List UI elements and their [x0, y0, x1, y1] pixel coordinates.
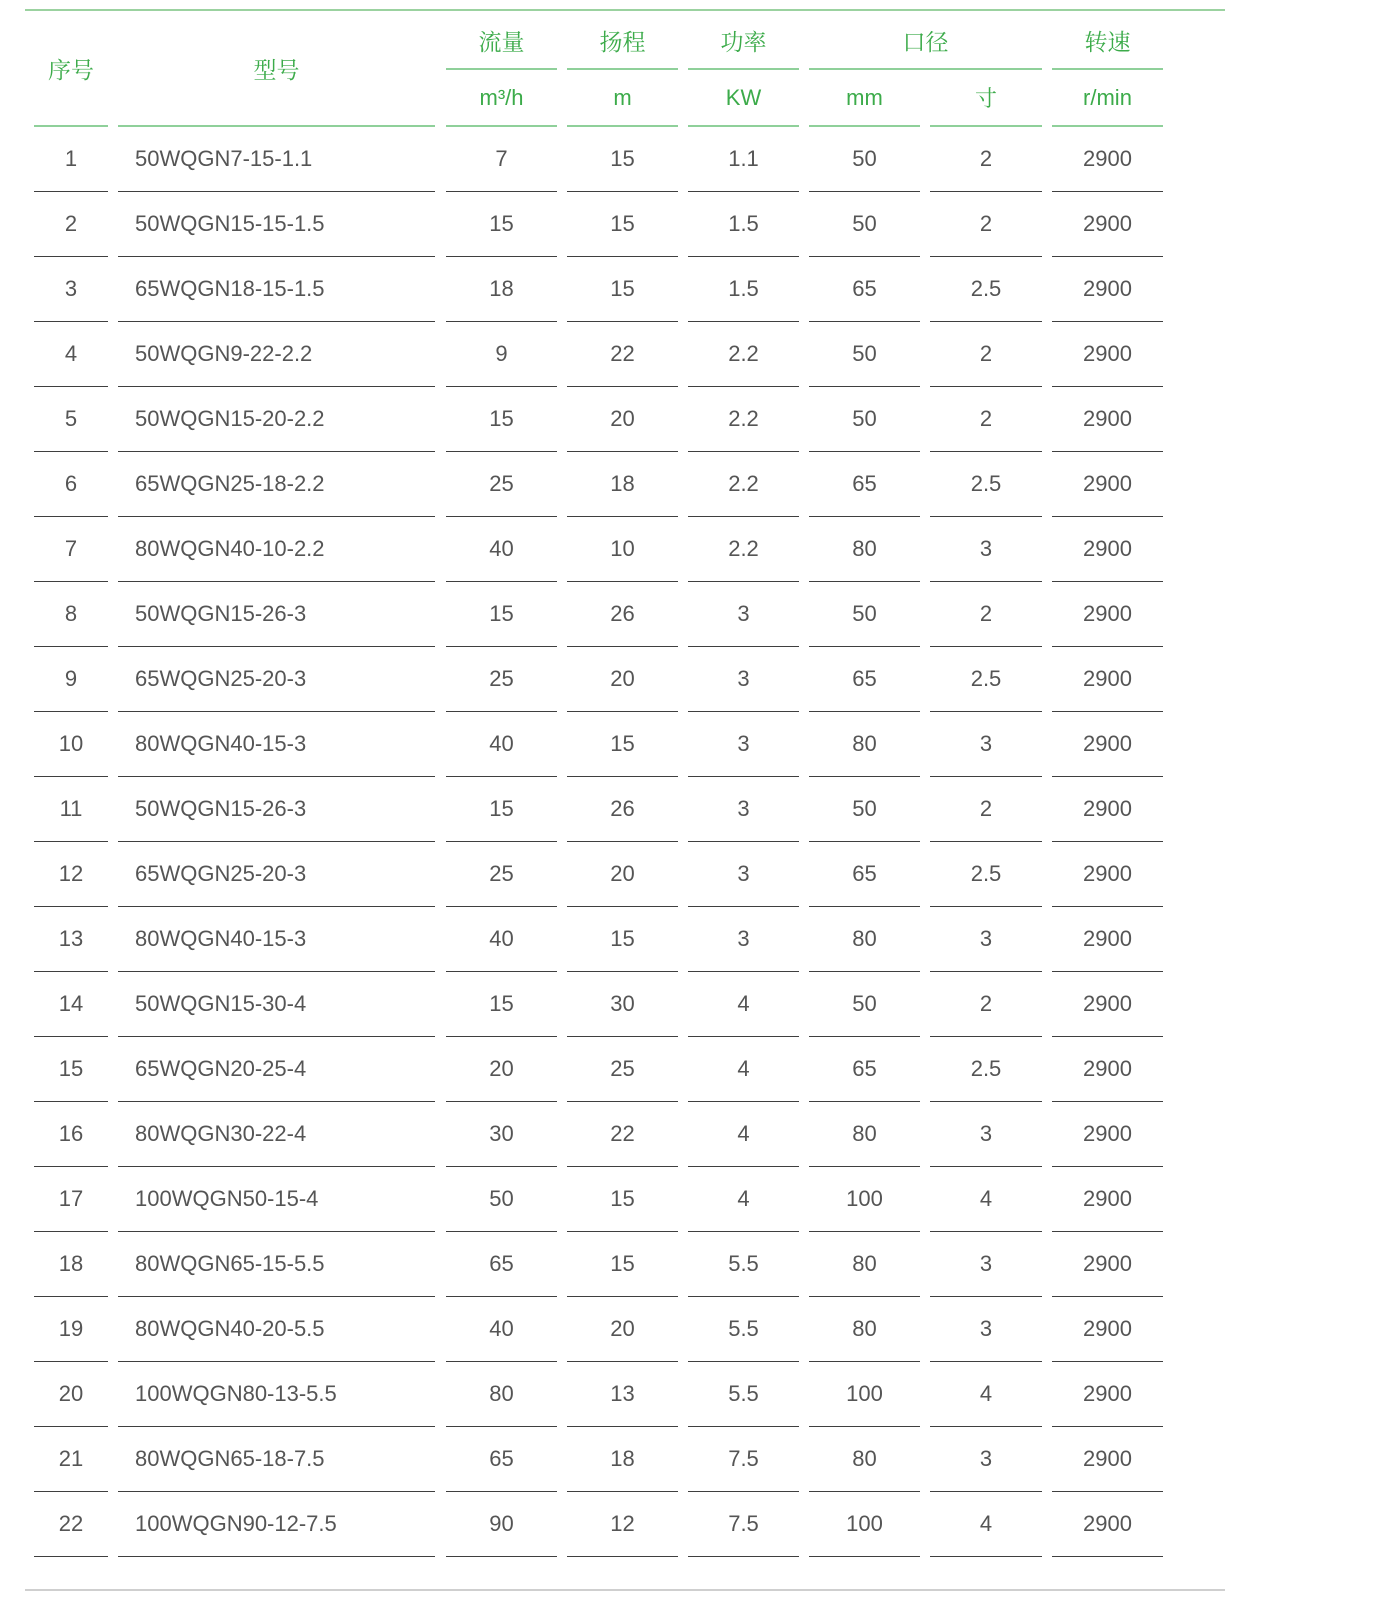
- cell-bore-mm: 80: [809, 1102, 920, 1167]
- cell-model: 50WQGN15-30-4: [118, 972, 435, 1037]
- cell-bore-inch: 2: [930, 192, 1042, 257]
- cell-power: 3: [688, 777, 799, 842]
- cell-bore-inch: 2: [930, 777, 1042, 842]
- cell-index: 6: [34, 452, 108, 517]
- cell-power: 2.2: [688, 517, 799, 582]
- cell-index: 16: [34, 1102, 108, 1167]
- cell-index: 19: [34, 1297, 108, 1362]
- cell-bore-mm: 65: [809, 842, 920, 907]
- unit-bore-inch: 寸: [930, 70, 1042, 127]
- cell-bore-inch: 4: [930, 1167, 1042, 1232]
- cell-bore-mm: 50: [809, 582, 920, 647]
- cell-power: 7.5: [688, 1492, 799, 1557]
- cell-speed: 2900: [1052, 322, 1163, 387]
- cell-index: 17: [34, 1167, 108, 1232]
- cell-bore-inch: 2.5: [930, 1037, 1042, 1102]
- cell-index: 2: [34, 192, 108, 257]
- cell-model: 50WQGN7-15-1.1: [118, 127, 435, 192]
- cell-head: 18: [567, 1427, 678, 1492]
- cell-index: 9: [34, 647, 108, 712]
- cell-index: 7: [34, 517, 108, 582]
- header-model: 型号: [118, 12, 435, 127]
- cell-bore-inch: 3: [930, 907, 1042, 972]
- cell-power: 2.2: [688, 387, 799, 452]
- cell-power: 5.5: [688, 1232, 799, 1297]
- cell-head: 15: [567, 1232, 678, 1297]
- cell-speed: 2900: [1052, 582, 1163, 647]
- cell-index: 5: [34, 387, 108, 452]
- cell-model: 50WQGN9-22-2.2: [118, 322, 435, 387]
- cell-bore-mm: 100: [809, 1167, 920, 1232]
- cell-index: 10: [34, 712, 108, 777]
- cell-speed: 2900: [1052, 842, 1163, 907]
- cell-flow: 65: [446, 1232, 557, 1297]
- cell-bore-mm: 80: [809, 712, 920, 777]
- cell-power: 4: [688, 1037, 799, 1102]
- cell-bore-inch: 2: [930, 127, 1042, 192]
- cell-model: 80WQGN40-10-2.2: [118, 517, 435, 582]
- cell-flow: 20: [446, 1037, 557, 1102]
- cell-index: 18: [34, 1232, 108, 1297]
- cell-bore-inch: 3: [930, 1232, 1042, 1297]
- cell-flow: 90: [446, 1492, 557, 1557]
- cell-index: 8: [34, 582, 108, 647]
- cell-power: 4: [688, 972, 799, 1037]
- cell-model: 80WQGN65-18-7.5: [118, 1427, 435, 1492]
- cell-head: 20: [567, 387, 678, 452]
- unit-flow: m³/h: [446, 70, 557, 127]
- cell-flow: 15: [446, 777, 557, 842]
- cell-speed: 2900: [1052, 1362, 1163, 1427]
- cell-bore-inch: 2.5: [930, 452, 1042, 517]
- cell-index: 13: [34, 907, 108, 972]
- cell-power: 7.5: [688, 1427, 799, 1492]
- unit-head: m: [567, 70, 678, 127]
- cell-power: 3: [688, 842, 799, 907]
- cell-flow: 15: [446, 192, 557, 257]
- cell-speed: 2900: [1052, 127, 1163, 192]
- cell-flow: 50: [446, 1167, 557, 1232]
- cell-bore-inch: 3: [930, 1102, 1042, 1167]
- cell-model: 65WQGN18-15-1.5: [118, 257, 435, 322]
- cell-power: 3: [688, 647, 799, 712]
- cell-speed: 2900: [1052, 712, 1163, 777]
- cell-head: 22: [567, 322, 678, 387]
- cell-flow: 40: [446, 907, 557, 972]
- cell-flow: 40: [446, 712, 557, 777]
- cell-flow: 40: [446, 517, 557, 582]
- cell-flow: 7: [446, 127, 557, 192]
- cell-flow: 9: [446, 322, 557, 387]
- header-bore: 口径: [809, 12, 1042, 70]
- unit-bore-mm: mm: [809, 70, 920, 127]
- cell-bore-mm: 50: [809, 972, 920, 1037]
- cell-model: 65WQGN25-20-3: [118, 647, 435, 712]
- cell-bore-inch: 2.5: [930, 842, 1042, 907]
- cell-flow: 80: [446, 1362, 557, 1427]
- cell-power: 5.5: [688, 1362, 799, 1427]
- cell-head: 15: [567, 127, 678, 192]
- cell-model: 50WQGN15-26-3: [118, 582, 435, 647]
- cell-speed: 2900: [1052, 387, 1163, 452]
- unit-speed: r/min: [1052, 70, 1163, 127]
- cell-speed: 2900: [1052, 907, 1163, 972]
- cell-power: 3: [688, 582, 799, 647]
- cell-bore-inch: 4: [930, 1362, 1042, 1427]
- cell-power: 4: [688, 1102, 799, 1167]
- cell-power: 1.5: [688, 192, 799, 257]
- header-head: 扬程: [567, 12, 678, 70]
- cell-model: 50WQGN15-15-1.5: [118, 192, 435, 257]
- cell-head: 13: [567, 1362, 678, 1427]
- cell-model: 65WQGN20-25-4: [118, 1037, 435, 1102]
- cell-bore-inch: 2: [930, 387, 1042, 452]
- cell-flow: 25: [446, 452, 557, 517]
- cell-speed: 2900: [1052, 452, 1163, 517]
- table-top-rule: [25, 9, 1225, 11]
- cell-power: 1.1: [688, 127, 799, 192]
- cell-index: 14: [34, 972, 108, 1037]
- cell-head: 15: [567, 907, 678, 972]
- cell-speed: 2900: [1052, 257, 1163, 322]
- cell-bore-mm: 80: [809, 907, 920, 972]
- cell-head: 22: [567, 1102, 678, 1167]
- cell-bore-mm: 65: [809, 452, 920, 517]
- cell-flow: 40: [446, 1297, 557, 1362]
- cell-speed: 2900: [1052, 647, 1163, 712]
- cell-model: 100WQGN80-13-5.5: [118, 1362, 435, 1427]
- header-power: 功率: [688, 12, 799, 70]
- cell-power: 1.5: [688, 257, 799, 322]
- cell-power: 3: [688, 712, 799, 777]
- cell-bore-mm: 65: [809, 257, 920, 322]
- header-flow: 流量: [446, 12, 557, 70]
- table-bottom-rule: [25, 1589, 1225, 1591]
- cell-index: 20: [34, 1362, 108, 1427]
- cell-speed: 2900: [1052, 1037, 1163, 1102]
- cell-bore-inch: 3: [930, 517, 1042, 582]
- cell-head: 15: [567, 712, 678, 777]
- cell-bore-mm: 100: [809, 1362, 920, 1427]
- cell-model: 80WQGN65-15-5.5: [118, 1232, 435, 1297]
- cell-head: 15: [567, 1167, 678, 1232]
- header-speed: 转速: [1052, 12, 1163, 70]
- cell-index: 12: [34, 842, 108, 907]
- cell-head: 18: [567, 452, 678, 517]
- cell-head: 20: [567, 647, 678, 712]
- cell-head: 25: [567, 1037, 678, 1102]
- cell-speed: 2900: [1052, 1102, 1163, 1167]
- cell-speed: 2900: [1052, 1167, 1163, 1232]
- cell-bore-mm: 80: [809, 1232, 920, 1297]
- cell-speed: 2900: [1052, 1232, 1163, 1297]
- cell-speed: 2900: [1052, 1297, 1163, 1362]
- cell-power: 2.2: [688, 322, 799, 387]
- cell-power: 2.2: [688, 452, 799, 517]
- cell-flow: 15: [446, 972, 557, 1037]
- cell-head: 12: [567, 1492, 678, 1557]
- cell-index: 4: [34, 322, 108, 387]
- cell-speed: 2900: [1052, 517, 1163, 582]
- cell-head: 10: [567, 517, 678, 582]
- cell-head: 26: [567, 777, 678, 842]
- cell-model: 100WQGN90-12-7.5: [118, 1492, 435, 1557]
- cell-bore-inch: 2.5: [930, 257, 1042, 322]
- cell-bore-mm: 50: [809, 777, 920, 842]
- cell-index: 22: [34, 1492, 108, 1557]
- cell-model: 100WQGN50-15-4: [118, 1167, 435, 1232]
- cell-bore-inch: 3: [930, 1297, 1042, 1362]
- cell-index: 3: [34, 257, 108, 322]
- cell-bore-mm: 80: [809, 1297, 920, 1362]
- cell-model: 65WQGN25-18-2.2: [118, 452, 435, 517]
- header-index: 序号: [34, 12, 108, 127]
- cell-index: 1: [34, 127, 108, 192]
- cell-model: 80WQGN40-20-5.5: [118, 1297, 435, 1362]
- cell-bore-inch: 3: [930, 712, 1042, 777]
- cell-bore-mm: 50: [809, 192, 920, 257]
- cell-flow: 18: [446, 257, 557, 322]
- cell-head: 30: [567, 972, 678, 1037]
- cell-speed: 2900: [1052, 1427, 1163, 1492]
- cell-speed: 2900: [1052, 1492, 1163, 1557]
- cell-head: 20: [567, 842, 678, 907]
- cell-power: 4: [688, 1167, 799, 1232]
- cell-flow: 15: [446, 387, 557, 452]
- cell-model: 50WQGN15-26-3: [118, 777, 435, 842]
- cell-head: 15: [567, 192, 678, 257]
- cell-bore-inch: 3: [930, 1427, 1042, 1492]
- cell-bore-mm: 80: [809, 517, 920, 582]
- cell-model: 65WQGN25-20-3: [118, 842, 435, 907]
- cell-index: 21: [34, 1427, 108, 1492]
- cell-bore-mm: 50: [809, 322, 920, 387]
- cell-bore-inch: 4: [930, 1492, 1042, 1557]
- cell-bore-inch: 2.5: [930, 647, 1042, 712]
- cell-head: 15: [567, 257, 678, 322]
- cell-bore-mm: 80: [809, 1427, 920, 1492]
- cell-index: 11: [34, 777, 108, 842]
- cell-power: 5.5: [688, 1297, 799, 1362]
- cell-model: 80WQGN40-15-3: [118, 712, 435, 777]
- cell-bore-mm: 65: [809, 1037, 920, 1102]
- cell-bore-mm: 65: [809, 647, 920, 712]
- cell-flow: 65: [446, 1427, 557, 1492]
- cell-power: 3: [688, 907, 799, 972]
- cell-speed: 2900: [1052, 777, 1163, 842]
- cell-flow: 25: [446, 842, 557, 907]
- cell-model: 80WQGN30-22-4: [118, 1102, 435, 1167]
- cell-model: 80WQGN40-15-3: [118, 907, 435, 972]
- cell-flow: 15: [446, 582, 557, 647]
- cell-bore-inch: 2: [930, 322, 1042, 387]
- cell-bore-inch: 2: [930, 582, 1042, 647]
- cell-head: 26: [567, 582, 678, 647]
- cell-model: 50WQGN15-20-2.2: [118, 387, 435, 452]
- cell-bore-mm: 100: [809, 1492, 920, 1557]
- unit-power: KW: [688, 70, 799, 127]
- cell-bore-inch: 2: [930, 972, 1042, 1037]
- cell-index: 15: [34, 1037, 108, 1102]
- cell-flow: 30: [446, 1102, 557, 1167]
- cell-bore-mm: 50: [809, 387, 920, 452]
- cell-speed: 2900: [1052, 972, 1163, 1037]
- cell-speed: 2900: [1052, 192, 1163, 257]
- cell-flow: 25: [446, 647, 557, 712]
- cell-bore-mm: 50: [809, 127, 920, 192]
- cell-head: 20: [567, 1297, 678, 1362]
